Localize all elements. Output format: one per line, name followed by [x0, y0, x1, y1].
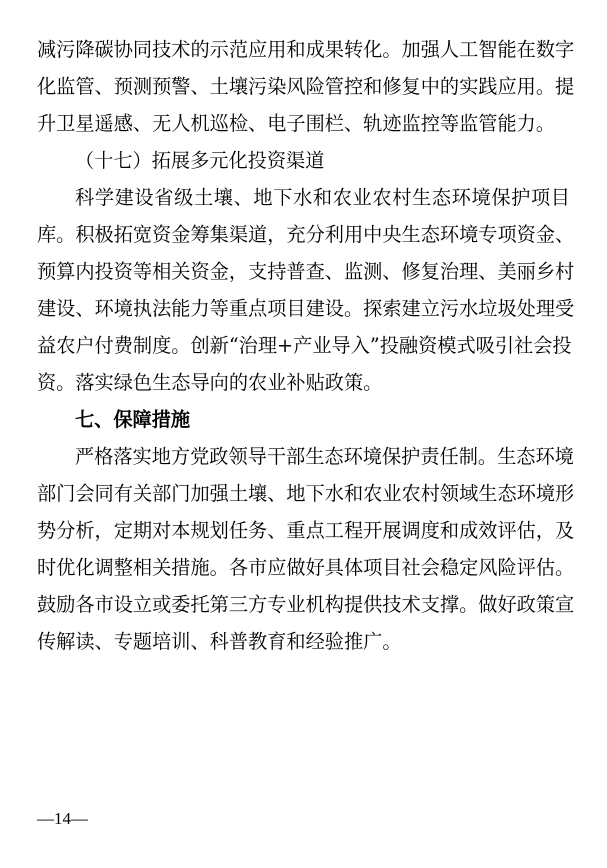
paragraph-line: 势分析，定期对本规划任务、重点工程开展调度和成效评估，及 — [37, 519, 575, 542]
paragraph-line: 传解读、专题培训、科普教育和经验推广。 — [37, 630, 402, 653]
paragraph-line: 部门会同有关部门加强土壤、地下水和农业农村领域生态环境形 — [37, 482, 575, 505]
paragraph-line: 化监管、预测预警、土壤污染风险管控和修复中的实践应用。提 — [37, 75, 575, 98]
section-heading: 七、保障措施 — [75, 408, 191, 431]
paragraph-line: 资。落实绿色生态导向的农业补贴政策。 — [37, 371, 383, 394]
paragraph-line: 预算内投资等相关资金，支持普查、监测、修复治理、美丽乡村 — [37, 260, 575, 283]
paragraph-line: 严格落实地方党政领导干部生态环境保护责任制。生态环境 — [75, 445, 574, 468]
page-number: —14— — [37, 809, 88, 828]
paragraph-line: 时优化调整相关措施。各市应做好具体项目社会稳定风险评估。 — [37, 556, 575, 579]
subsection-heading: （十七）拓展多元化投资渠道 — [75, 149, 325, 172]
paragraph-line: 建设、环境执法能力等重点项目建设。探索建立污水垃圾处理受 — [37, 297, 575, 320]
paragraph-line: 减污降碳协同技术的示范应用和成果转化。加强人工智能在数字 — [37, 38, 575, 61]
paragraph-line: 鼓励各市设立或委托第三方专业机构提供技术支撑。做好政策宣 — [37, 593, 575, 616]
paragraph-line: 科学建设省级土壤、地下水和农业农村生态环境保护项目 — [75, 186, 570, 209]
paragraph-line: 升卫星遥感、无人机巡检、电子围栏、轨迹监控等监管能力。 — [37, 112, 556, 135]
paragraph-line: 库。积极拓宽资金筹集渠道，充分利用中央生态环境专项资金、 — [37, 223, 575, 246]
paragraph-line: 益农户付费制度。创新“治理+产业导入”投融资模式吸引社会投 — [37, 334, 572, 357]
